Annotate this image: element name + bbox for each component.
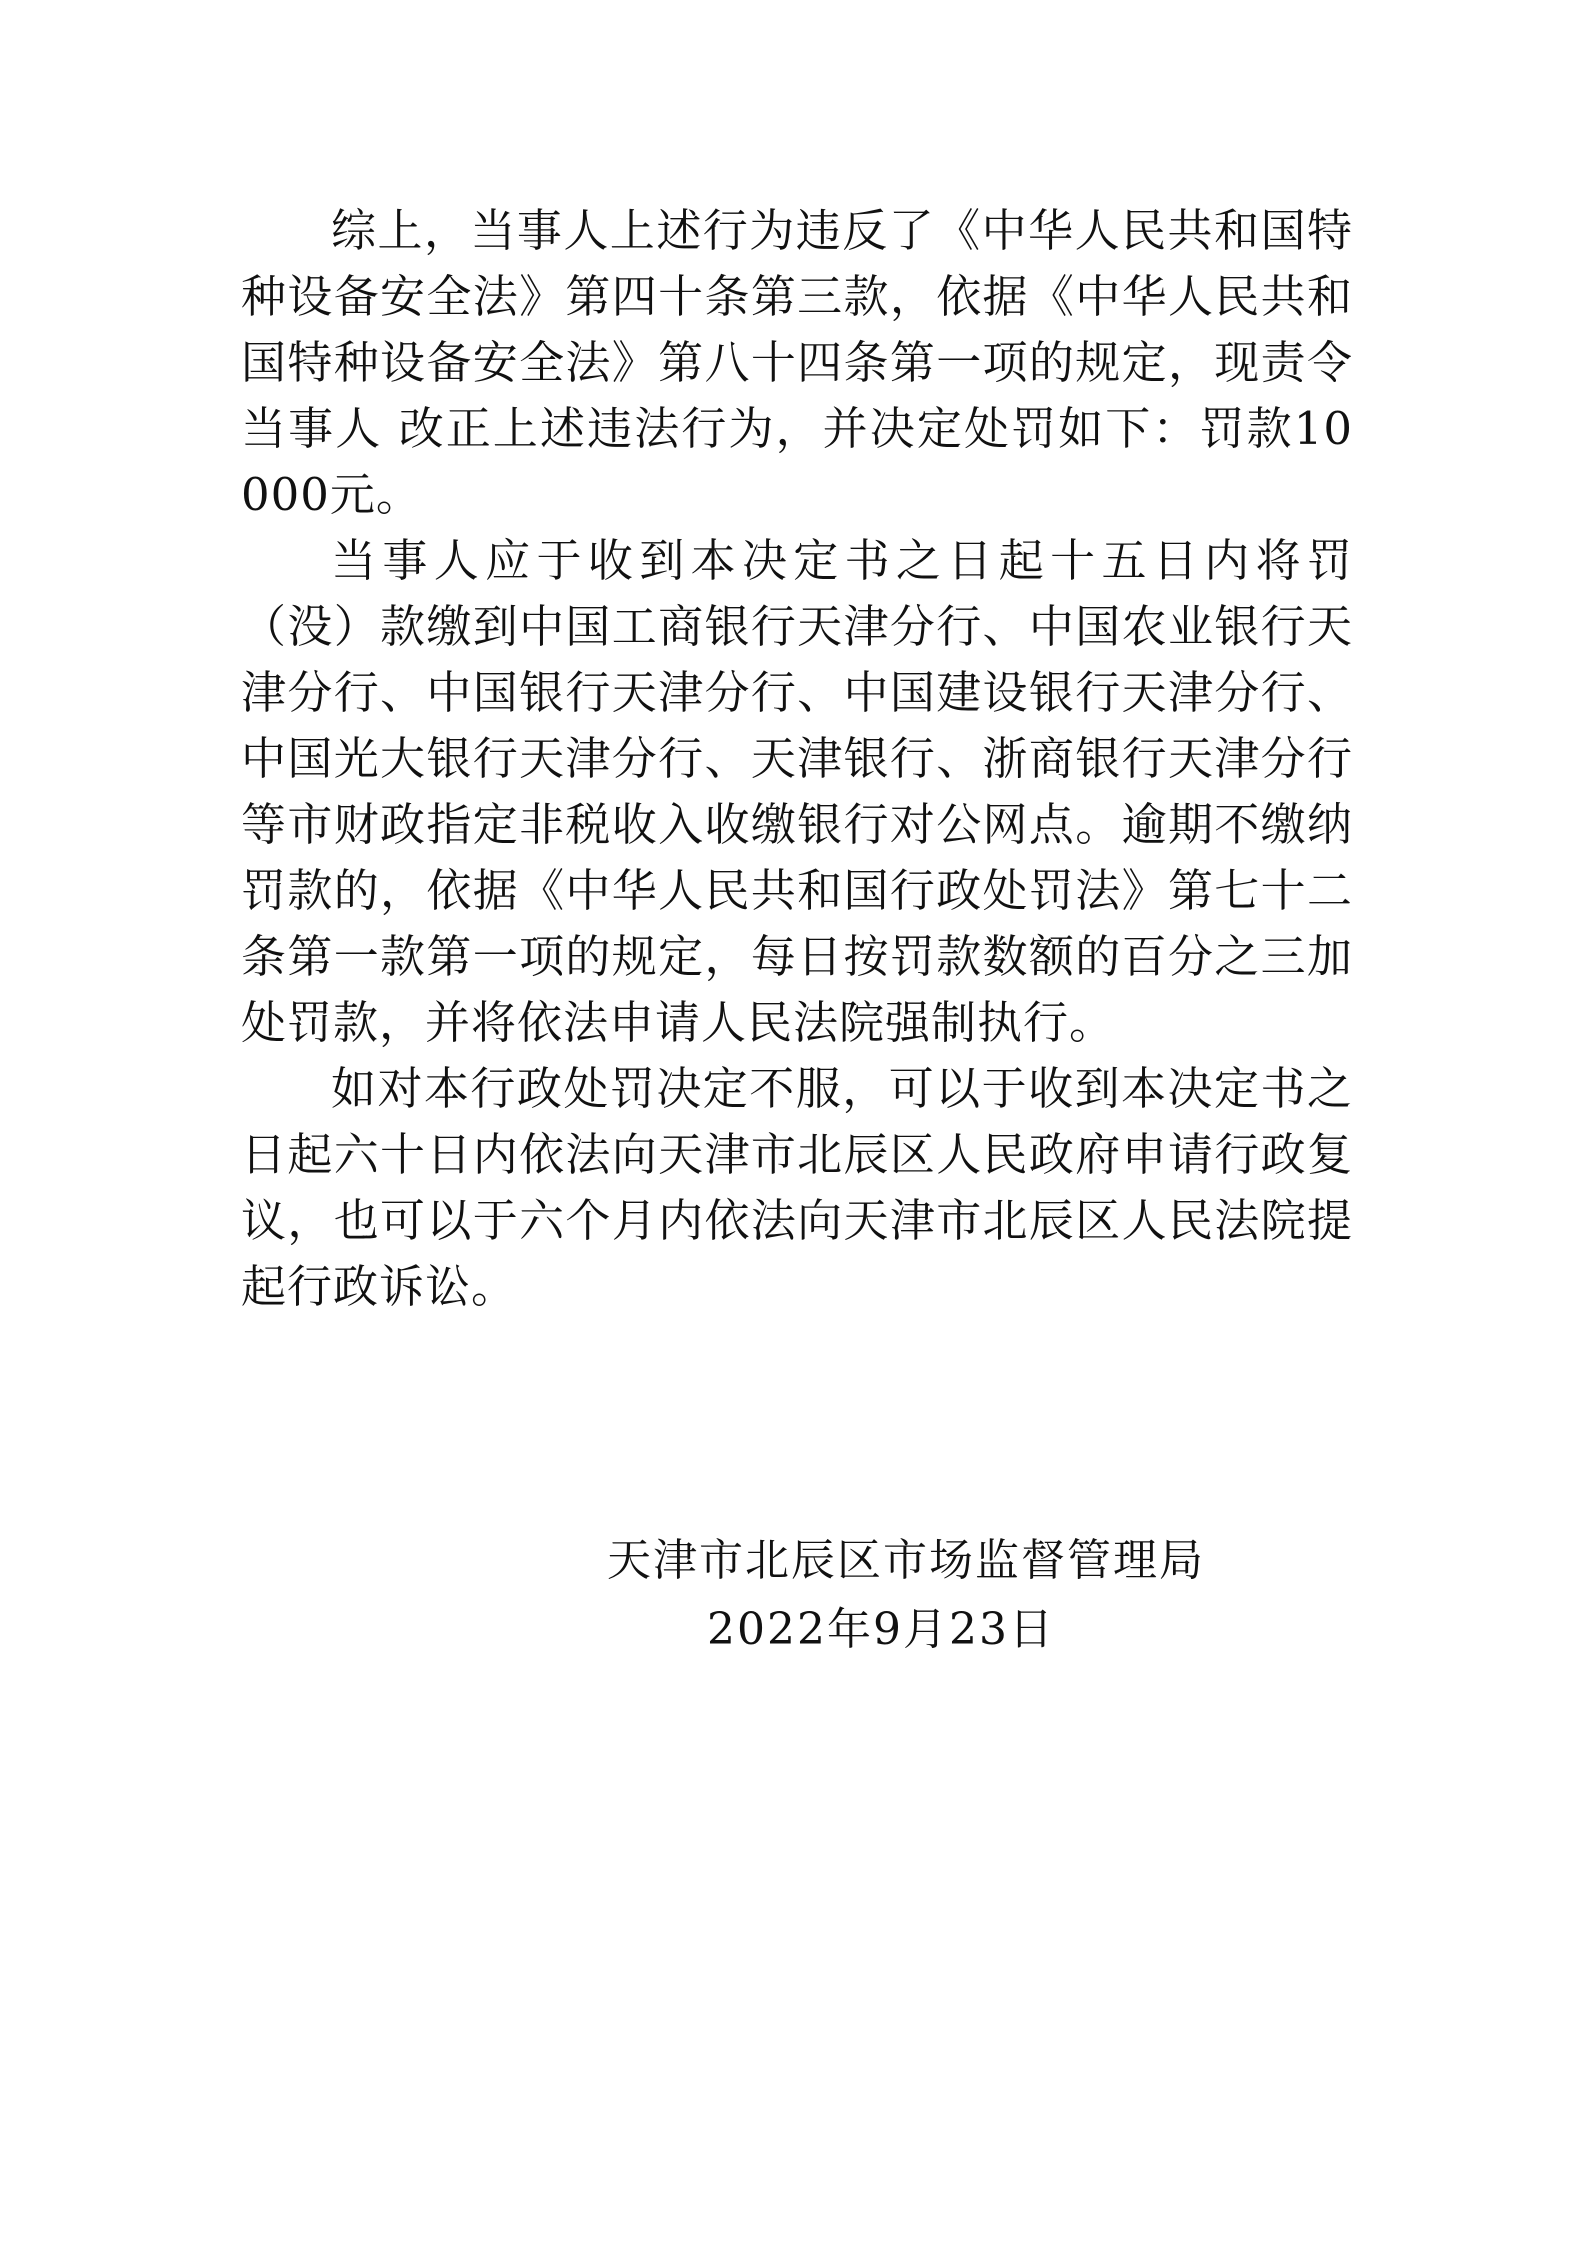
paragraph-payment-instructions: 当事人应于收到本决定书之日起十五日内将罚（没）款缴到中国工商银行天津分行、中国农业银行天津分行、中国银行天津分行、中国建设银行天津分行、中国光大银行天津分行、天津银行、浙商银行天津分行等市财政指定非税收入收缴银行对公网点。逾期不缴纳罚款的，依据《中华人民共和国行政处罚法》第七十二条第一款第一项的规定，每日按罚款数额的百分之三加处罚款，并将依法申请人民法院强制执行。 <box>241 534 1353 1049</box>
paragraph-penalty-decision: 综上，当事人上述行为违反了《中华人民共和国特种设备安全法》第四十条第三款，依据《中华人民共和国特种设备安全法》第八十四条第一项的规定，现责令当事人 改正上述违法行为，并决定处罚如下：罚款10000元。 <box>241 204 1353 521</box>
paragraph-appeal-rights: 如对本行政处罚决定不服，可以于收到本决定书之日起六十日内依法向天津市北辰区人民政府申请行政复议，也可以于六个月内依法向天津市北辰区人民法院提起行政诉讼。 <box>241 1062 1353 1313</box>
issue-date: 2022年9月23日 <box>707 1604 1055 1655</box>
document-body <box>241 198 1353 1320</box>
issuing-organization: 天津市北辰区市场监督管理局 <box>607 1535 1205 1586</box>
